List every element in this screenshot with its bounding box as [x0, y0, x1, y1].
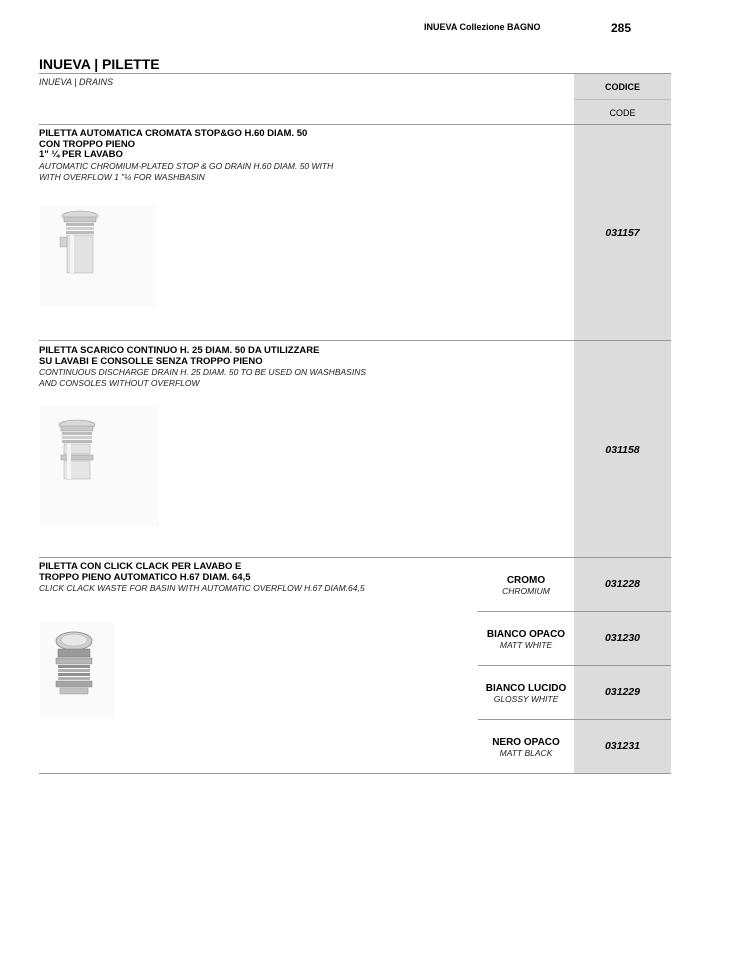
variant-name: NERO OPACO	[492, 737, 560, 748]
product-title-line: PILETTA AUTOMATICA CROMATA STOP&GO H.60 DIAM. 50	[39, 128, 308, 139]
product-description-line: CLICK CLACK WASTE FOR BASIN WITH AUTOMATIC OVERFLOW H.67 DIAM.64,5	[39, 583, 365, 593]
product-code: 031158	[605, 444, 640, 456]
drain-clickclack-icon	[40, 623, 115, 719]
divider	[478, 611, 671, 612]
product-code: 031230	[604, 632, 641, 644]
product-title-line: 1" ¼ PER LAVABO	[39, 149, 123, 160]
product-code: 031229	[604, 686, 641, 698]
divider	[39, 773, 671, 774]
variant-name-en: GLOSSY WHITE	[493, 694, 559, 704]
product-description	[39, 583, 365, 594]
product-title	[39, 129, 307, 161]
drain-stopgo-icon	[40, 205, 156, 307]
product-title-line: PILETTA CON CLICK CLACK PER LAVABO E	[39, 561, 242, 572]
variant-name-en: CHROMIUM	[502, 586, 550, 596]
product-code: 031231	[604, 740, 641, 752]
divider	[39, 73, 671, 74]
variant-name: BIANCO LUCIDO	[485, 683, 567, 694]
code-column-label-en: CODE	[609, 108, 636, 118]
product-description	[39, 367, 366, 389]
product-title-line: SU LAVABI E CONSOLLE SENZA TROPPO PIENO	[39, 355, 263, 367]
variant-name-en: MATT BLACK	[499, 748, 553, 758]
divider	[478, 719, 671, 720]
divider	[39, 557, 671, 558]
product-title	[39, 562, 251, 583]
divider	[39, 340, 671, 341]
divider	[574, 99, 671, 100]
product-code: 031157	[605, 227, 640, 239]
product-title-line: CON TROPPO PIENO	[39, 138, 136, 150]
product-code: 031228	[604, 578, 641, 590]
variant-matt-white	[478, 629, 574, 650]
product-description-line: AUTOMATIC CHROMIUM-PLATED STOP & GO DRAIN H.60 DIAM. 50 WITH	[39, 161, 334, 171]
product-description	[39, 161, 333, 183]
divider	[39, 124, 671, 125]
product-description-line: WITH OVERFLOW 1 "¼ FOR WASHBASIN	[39, 172, 205, 182]
product-title	[39, 346, 319, 367]
variant-matt-black	[478, 737, 574, 758]
product-title-line: PILETTA SCARICO CONTINUO H. 25 DIAM. 50 DA UTILIZZARE	[39, 345, 320, 356]
variant-glossy-white	[478, 683, 574, 704]
variant-name: BIANCO OPACO	[486, 629, 566, 640]
product-description-line: AND CONSOLES WITHOUT OVERFLOW	[39, 378, 200, 388]
collection-header: INUEVA Collezione BAGNO	[424, 22, 541, 32]
page-number: 285	[611, 21, 632, 35]
variant-name: CROMO	[506, 575, 546, 586]
page-subtitle: INUEVA | DRAINS	[39, 77, 114, 87]
code-column-label-it: CODICE	[604, 82, 640, 92]
variant-name-en: MATT WHITE	[499, 640, 553, 650]
variant-chromium	[478, 575, 574, 596]
product-description-line: CONTINUOUS DISCHARGE DRAIN H. 25 DIAM. 50 TO BE USED ON WASHBASINS	[39, 367, 366, 377]
drain-continuous-icon	[40, 407, 159, 527]
product-title-line: TROPPO PIENO AUTOMATICO H.67 DIAM. 64,5	[39, 571, 251, 583]
divider	[478, 665, 671, 666]
page-title: INUEVA | PILETTE	[39, 56, 160, 72]
